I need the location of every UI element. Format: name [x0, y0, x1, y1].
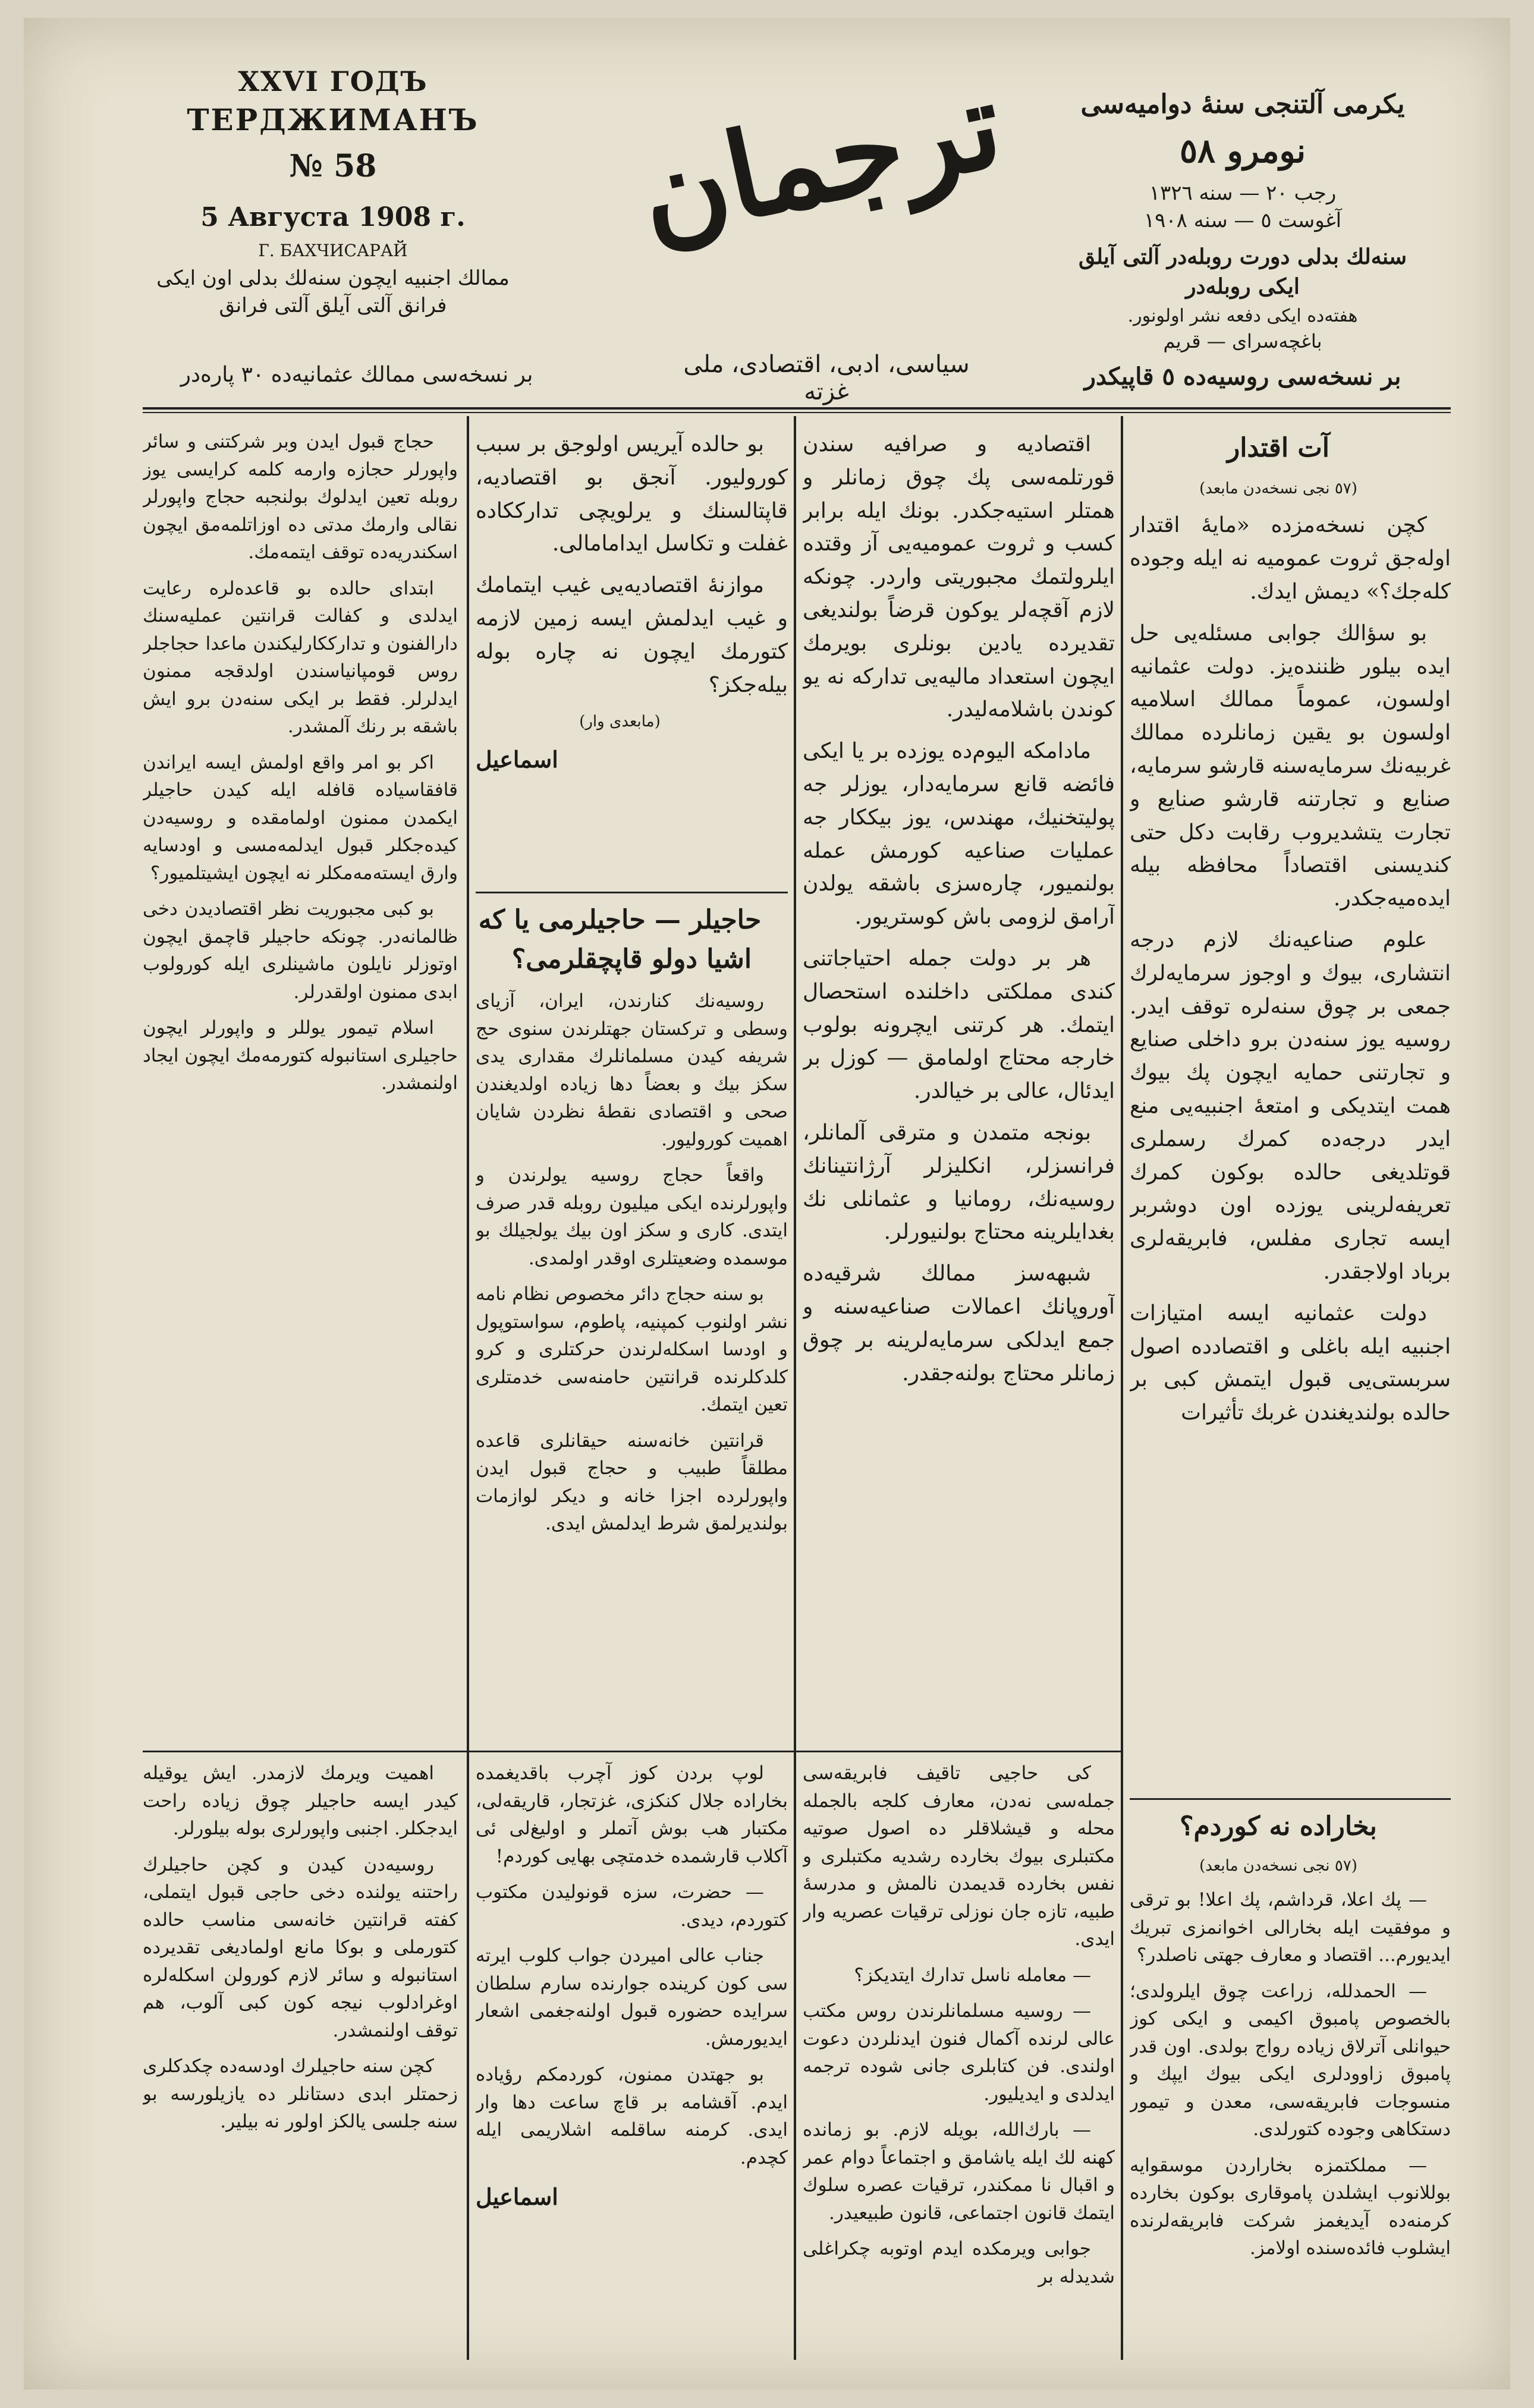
paragraph: روسيه‌دن كيدن و كچن حاجيلرك راحتنه يولنده دخى حاجى قبول ايتملى، كفته قرانتين خانه‌سى مناسب حالده كتورملى و بوكا مانع اولماديغى تقديرده استانبوله و سائر لازم كورولن اسكله‌لره اوغرادلوب نيجه كون كبى آلوب، هم توقف اولنمشدر.	[143, 1853, 458, 2041]
year-label: XXVI ГОДЪ	[238, 65, 428, 97]
paper-name-ru: ТЕРДЖИМАНЪ	[187, 102, 479, 137]
paragraph: بو سؤالك جوابى مسئله‌يى حل ايده بيلور ظننده‌يز. دولت عثمانيه اولسون، عموماً ممالك اسلاميه اولسون بو يقين زمانلرده ممالك غربيه‌نك سرمايه‌سنه قارشو سرمايه، صنايع و تجارتنه قارشو صنايع و تجارت يتشديروب رقابت دكل حتى كنديسنى اقتصاداً محافظه بيله ايده‌ميه‌جكدر.	[1130, 621, 1451, 911]
masthead-rule-thin	[143, 412, 1451, 413]
paragraph: موازنهٔ اقتصاديه‌يى غيب ايتمامك و غيب ايدلمش ايسه زمين لازمه كتورمك ايچون نه چاره بوله بيله‌جكز؟	[476, 573, 788, 697]
article-headline: بخاراده نه كوردم؟	[1180, 1811, 1377, 1842]
paragraph: — بارك‌الله، بويله لازم. بو زمانده كهنه لك ايله ياشامق و اجتماعاً دوام عمر و اقبال نا ممكندر، ترقيات عصره سلوك ايتمك قانون اجتماعى، قانون طبيعيدر.	[803, 2119, 1115, 2224]
issue-ar: نومرو ٥٨	[1179, 131, 1306, 171]
paragraph: قرانتين خانه‌سنه حيقانلرى قاعده مطلقاً طبيب و حجاج قبول ايدن واپورلرده اجزا خانه و ديكر لوازمات بولنديرلمق شرط ايدلمش ايدى.	[476, 1430, 788, 1534]
article-subhead: (٥٧ نجى نسخه‌دن مابعد)	[1199, 1857, 1357, 1875]
paragraph: كچن سنه حاجيلرك اودسه‌ده چكدكلرى زحمتلر ابدى دستانلر ده يازيلورسه بو سنه جلسى يالكز اولور نه بيلير.	[143, 2056, 458, 2132]
column-rule-2	[794, 416, 796, 2360]
col2-article-rule	[476, 892, 788, 893]
paragraph: مادامكه اليوم‌ده يوزده بر يا ايكى فائضه قانع سرمايه‌دار، يوزلر جه پوليتخنيك، مهندس، يوز بيككار جه عمليات صناعيه كورمش عمله بولنميور، چاره‌سزى باشقه يولدن آرامق لزومى باش كوستريور.	[803, 739, 1115, 930]
paragraph: لوپ بردن كوز آچرب باقديغمده بخاراده جلال كنكزى، غزتجار، قاريقه‌لى، مكتبار هب بوش آتملر و اوليغ‌لى ئى آكلاب قارشمده خدمتچى بهايى كوردم!	[476, 1762, 788, 1867]
paragraph: بو كبى مجبوريت نظر اقتصاديدن دخى ظالمانه‌در. چونكه حاجيلر قاچمق ايچون اوتوزلر نايلون ماشينلرى ايله كورولوب ابدى ممنون اولقدرلر.	[143, 898, 458, 1003]
price-ottoman: بر نسخه‌سى ممالك عثمانيه‌ده ٣٠ پاره‌در	[180, 363, 533, 387]
frequency: هفته‌ده ايكى دفعه نشر اولونور.	[1127, 305, 1358, 326]
issue-number-ru: № 58	[289, 148, 377, 184]
signature: اسماعيل	[476, 2183, 558, 2210]
hijri-date: رجب ٢٠ — سنه ١٣٢٦	[1149, 181, 1337, 205]
paragraph: ابتداى حالده بو قاعده‌لره رعايت ايدلدى و كفالت قرانتين عمليه‌سنك دارالفنون و تدارككارليكندن ماعدا حجاجلر روس قومپانياسندن اولدقجه ممنون ايدلرلر. فقط بر ايكى سنه‌دن برو ايش باشقه بر رنك آلمشدر.	[143, 577, 458, 737]
masthead-rule	[143, 407, 1451, 410]
column-2-mid	[476, 901, 788, 1745]
paragraph: بونجه متمدن و مترقى آلمانلر، فرانسزلر، انكليزلر آرژانتينانك روسيه‌نك، رومانيا و عثمانلى نك بغدايلرينه محتاج بولنيورلر.	[803, 1120, 1115, 1245]
column-rule-1	[467, 416, 469, 2360]
newspaper-page	[24, 18, 1510, 2390]
paragraph: بو سنه حجاج دائر مخصوص نظام نامه نشر اولنوب كمپنيه، پاطوم، سواستوپول و اودسا اسكله‌لرندن حركتلرى و كرو كلدكلرنده قرانتين حامنه‌سى خدمتلرى تعين ايتمك.	[476, 1283, 788, 1415]
article-headline: آت اقتدار	[1227, 433, 1330, 463]
year-ar: يكرمى آلتنجى سنهٔ دواميه‌سى	[1080, 89, 1405, 119]
subscription-price: سنه‌لك بدلى دورت روبله‌در آلتى آيلق ايكى روبله‌در	[1078, 244, 1407, 300]
masthead-right	[1058, 89, 1427, 352]
paragraph: — حضرت، سزه قونوليدن مكتوب كتوردم، ديدى.	[476, 1881, 788, 1931]
continued-note: (مابعدى وار)	[579, 713, 661, 731]
paragraph: بو حالده آيريس اولوجق بر سبب كوروليور. آنجق بو اقتصاديه، قاپتالسنك و يرلويچى تدارككاده غفلت و تكاسل ايدامامالى.	[476, 432, 788, 556]
paragraph: حجاج قبول ايدن وبر شركتنى و سائر واپورلر حجازه وارمه كلمه كرايسى يوز روبله تعين ايدلوك بولنجبه حجاج واپورلر نقالى وارمك مدتى ده اوزاتلمه‌مق ايچون اسكندريه‌ده توقف ايتمه‌مك.	[143, 431, 458, 563]
column-1-bottom	[143, 1759, 458, 2360]
paragraph: — پك اعلا، قرداشم، پك اعلا! بو ترقى و موفقيت ايله بخارالى اخوانمزى تبريك ايديورم... اقتصاد و معارف جهتى ناصلدر؟	[1130, 1889, 1451, 1966]
signature: اسماعيل	[476, 745, 558, 773]
paragraph: — مملكتمزه بخاراردن موسقوايه بوللانوب ايشلدن پاموقارى بوكون بخارده كرمنه‌ده آيديغمز شركت فابريقه‌لرنده ايشلوب فائده‌سنده اولامز.	[1130, 2154, 1451, 2259]
paper-title: ترجمان	[627, 53, 1014, 267]
column-rule-3	[1121, 416, 1123, 2360]
paragraph: اسلام تيمور يوللر و واپورلر ايچون حاجيلرى استانبوله كتورمه‌مك ايچون ايجاد اولنمشدر.	[143, 1017, 458, 1094]
paragraph: اقتصاديه و صرافيه سندن قورتلمه‌سى پك چوق زمانلر و همتلر استيه‌جكدر. بونك ايله برابر كسب و ثروت عموميه‌يى آز وقتده ايلرولتمك مجبوريتى واردر. چونكه لازم آقچه‌لر يوكون قرضاً بولنديغى تقديرده يادين بونلرى بويرمك ايچون استعداد ماليه‌يى تداركه نه يو كوندن باشلامه‌ليدر.	[803, 432, 1115, 722]
lower-section-rule	[143, 1751, 1121, 1752]
tagline: سياسى، ادبى، اقتصادى، ملى غزته	[683, 351, 970, 405]
paragraph: جناب عالى اميردن جواب كلوب ايرته سى كون كرينده جوارنده سارم سلطان سرايده حضوره قبول اولنه‌جغمى اشعار ايديورمش.	[476, 1945, 788, 2050]
column-4-top	[1130, 428, 1451, 1789]
price-russia: بر نسخه‌سى روسيه‌ده ٥ قاپيكدر	[1084, 363, 1401, 391]
paragraph: جوابى ويرمكده ايدم اوتوبه چكراغلى شديدله بر	[803, 2238, 1115, 2287]
article-subhead: (٥٧ نجى نسخه‌دن مابعد)	[1199, 480, 1357, 498]
paragraph: اكر بو امر واقع اولمش ايسه ايراندن قافقاسياده قافله ايله كيدن حاجيلر ايكمدن ممنون اولمامقده و روسيه‌دن كيده‌جكلر قبول ايدلمه‌مسى و اودسا‌يه وارق ايسته‌مه‌مكلر نه ايچون ايشيتلميور؟	[143, 751, 458, 884]
paragraph: كچن نسخه‌مزده «مايهٔ اقتدار اوله‌جق ثروت عموميه نه ايله وجوده كله‌جك؟» ديمش ايدك.	[1130, 513, 1451, 605]
date-ru: 5 Августа 1908 г.	[200, 202, 466, 232]
column-4-bottom	[1130, 1807, 1451, 2360]
paragraph: اهميت ويرمك لازمدر. ايش يوقيله كيدر ايسه حاجيلر چوق زياده راحت ايدجكلر. اجنبى واپورلرى بوله بيلورلر.	[143, 1762, 458, 1839]
paragraph: روسيه‌نك كنارندن، ايران، آزياى وسطى و تركستان جهتلرندن سنوى حج شريفه كيدن مسلمانلرك مقدارى يدى سكز بيك و بعضاً دها زياده اولديغندن صحى و اقتصادى نقطهٔ نظردن شايان اهميت كوروليور.	[476, 990, 788, 1150]
column-2-top	[476, 428, 788, 886]
column-3-top	[803, 428, 1115, 1742]
paragraph: هر بر دولت جمله احتياجاتنى كندى مملكتى داخلنده استحصال ايتمك. هر كرتنى ايچرونه بولوب خارجه محتاج اولمامق — كوزل بر ايدئال، عالى بر خيالدر.	[803, 946, 1115, 1104]
place: باغچه‌سراى — قريم	[1163, 329, 1322, 352]
gregorian-date: آغوست ٥ — سنه ١٩٠٨	[1143, 209, 1342, 232]
paragraph: — روسيه مسلمانلرندن روس مكتب عالى لرنده آكمال فنون ايدنلردن دعوت اولندى. فن كتابلرى جانى شوده ترجمه ايدلدى و ايديليور.	[803, 2000, 1115, 2105]
column-1-top	[143, 428, 458, 1742]
masthead-title	[618, 53, 1023, 315]
paragraph: كى حاجيى تاقيف فابريقه‌سى جمله‌سى نه‌دن، معارف كلجه بالجمله محله و قيشلاقلر ده اصول صوتيه مكتبلرى بيوك بخارده رشديه مكتبلرى و نفس بخارده قديمدن نالمش و مدرسهٔ طبيه، تازه جان نوزلى ترقيات عصريه وار ايدى.	[803, 1762, 1115, 1950]
paragraph: بو جهتدن ممنون، كوردمكم رؤياده ايدم. آقشامه بر قاچ ساعت دها وار ايدى. كرمنه ساقلمه اشلاريمى ايله كچدم.	[476, 2064, 788, 2168]
paragraph: شبهه‌سز ممالك شرقيه‌ده آوروپانك اعمالات صناعيه‌سنه و جمع ايدلكى سرمايه‌لرينه بر چوق زمانلر محتاج بولنه‌جقدر.	[803, 1261, 1115, 1386]
city-ru: Г. БАХЧИСАРАЙ	[258, 241, 408, 260]
article-headline: حاجيلر — حاجيلرمى يا كه اشيا دولو قاپچقلرمى؟	[478, 905, 762, 974]
foreign-price: ممالك اجنبيه ايچون سنه‌لك بدلى اون ايكى فرانق آلتى آيلق آلتى فرانق	[156, 266, 510, 317]
column-3-bottom	[803, 1759, 1115, 2360]
column-2-bottom	[476, 1759, 788, 2360]
col4-article-rule	[1130, 1798, 1451, 1800]
paragraph: دولت عثمانيه ايسه امتيازات اجنبيه ايله باغلى و اقتصادده اصول سربستى‌يى قبول ايتمش كبى بر حالده بولنديغندن غربك تأثيرات	[1130, 1301, 1451, 1425]
paragraph: واقعاً حجاج روسيه يولرندن و واپورلرنده ايكى ميليون روبله قدر صرف ايتدى. كارى و سكز اون بيك يولجيلك بو موسمده وضعيتلرى اوقدر اولمدى.	[476, 1164, 788, 1269]
masthead-left	[149, 65, 517, 320]
paragraph: — الحمدلله، زراعت چوق ايلرولدى؛ بالخصوص پامبوق اكيمى و ايكى كوز حيوانلى آترلاق زياده رواج بولدى. اون قدر پامبوق زاوودلرى ايكى بيوك ايپك و منسوجات فابريقه‌سى، معدن و تيمور دستكاهى وجوده كتورلدى.	[1130, 1980, 1451, 2140]
paragraph: علوم صناعيه‌نك لازم درجه انتشارى، بيوك و اوجوز سرمايه‌لرك جمعى بر چوق سنه‌لره توقف ايدر. روسيه يوز سنه‌دن برو داخلى صنايع و تجارتنى حمايه ايچون پك بيوك همت ايتديكى و امتعهٔ اجنبيه‌يى منع ايدر درجه‌ده كمرك رسملرى قوتلديغى حالده بوكون كمرك تعريفه‌لرينى يوزده اون دوشربر ايسه تجارى مفلس، فابريقه‌لرى برباد اولاجقدر.	[1130, 928, 1451, 1285]
paragraph: — معامله ناسل تدارك ايتديكز؟	[854, 1964, 1091, 1986]
